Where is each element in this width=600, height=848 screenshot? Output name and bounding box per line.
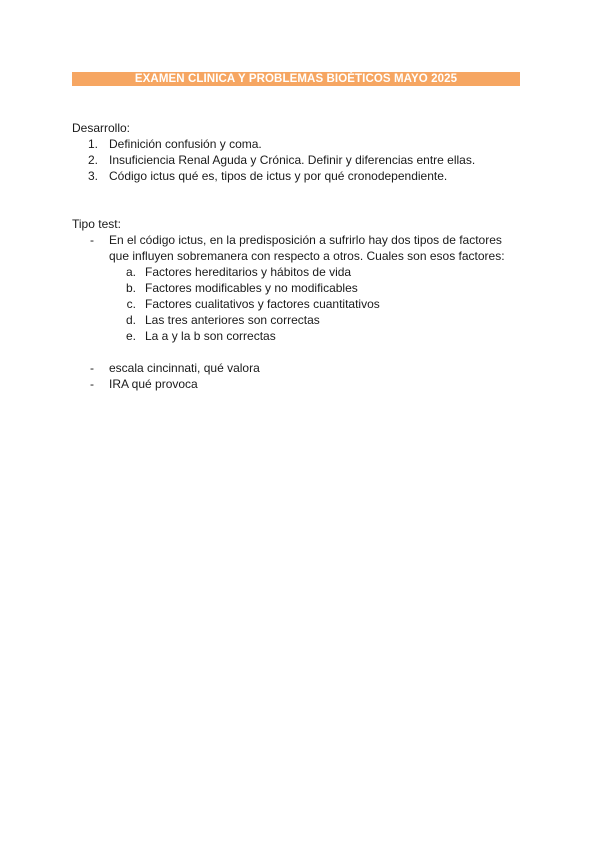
question-text-line: IRA qué provoca [109, 377, 198, 391]
option-marker: d. [125, 313, 136, 327]
tipo-test-heading: Tipo test: [72, 217, 121, 231]
list-marker: 1. [87, 137, 98, 151]
exam-title-banner: EXAMEN CLINICA Y PROBLEMAS BIOÉTICOS MAYO 2025 [72, 72, 520, 86]
list-marker: 2. [87, 153, 98, 167]
list-item: Código ictus qué es, tipos de ictus y por qué cronodependiente. [109, 169, 448, 183]
dash-marker: - [90, 361, 94, 375]
dash-marker: - [90, 233, 94, 247]
list-item: Insuficiencia Renal Aguda y Crónica. Definir y diferencias entre ellas. [109, 153, 476, 167]
option-text: Las tres anteriores son correctas [145, 313, 320, 327]
option-text: Factores hereditarios y hábitos de vida [145, 265, 352, 279]
list-item: Definición confusión y coma. [109, 137, 262, 151]
list-marker: 3. [87, 169, 98, 183]
question-text-line: En el código ictus, en la predisposición a sufrirlo hay dos tipos de factores [109, 233, 502, 247]
dash-marker: - [90, 377, 94, 391]
option-marker: e. [125, 329, 136, 343]
option-marker: a. [125, 265, 136, 279]
option-text: Factores cualitativos y factores cuantitativos [145, 297, 380, 311]
question-text-line: escala cincinnati, qué valora [109, 361, 260, 375]
question-text-line: que influyen sobremanera con respecto a otros. Cuales son esos factores: [109, 249, 505, 263]
option-text: La a y la b son correctas [145, 329, 276, 343]
option-marker: b. [125, 281, 136, 295]
desarrollo-heading: Desarrollo: [72, 121, 131, 135]
option-text: Factores modificables y no modificables [145, 281, 358, 295]
option-marker: c. [126, 297, 136, 311]
